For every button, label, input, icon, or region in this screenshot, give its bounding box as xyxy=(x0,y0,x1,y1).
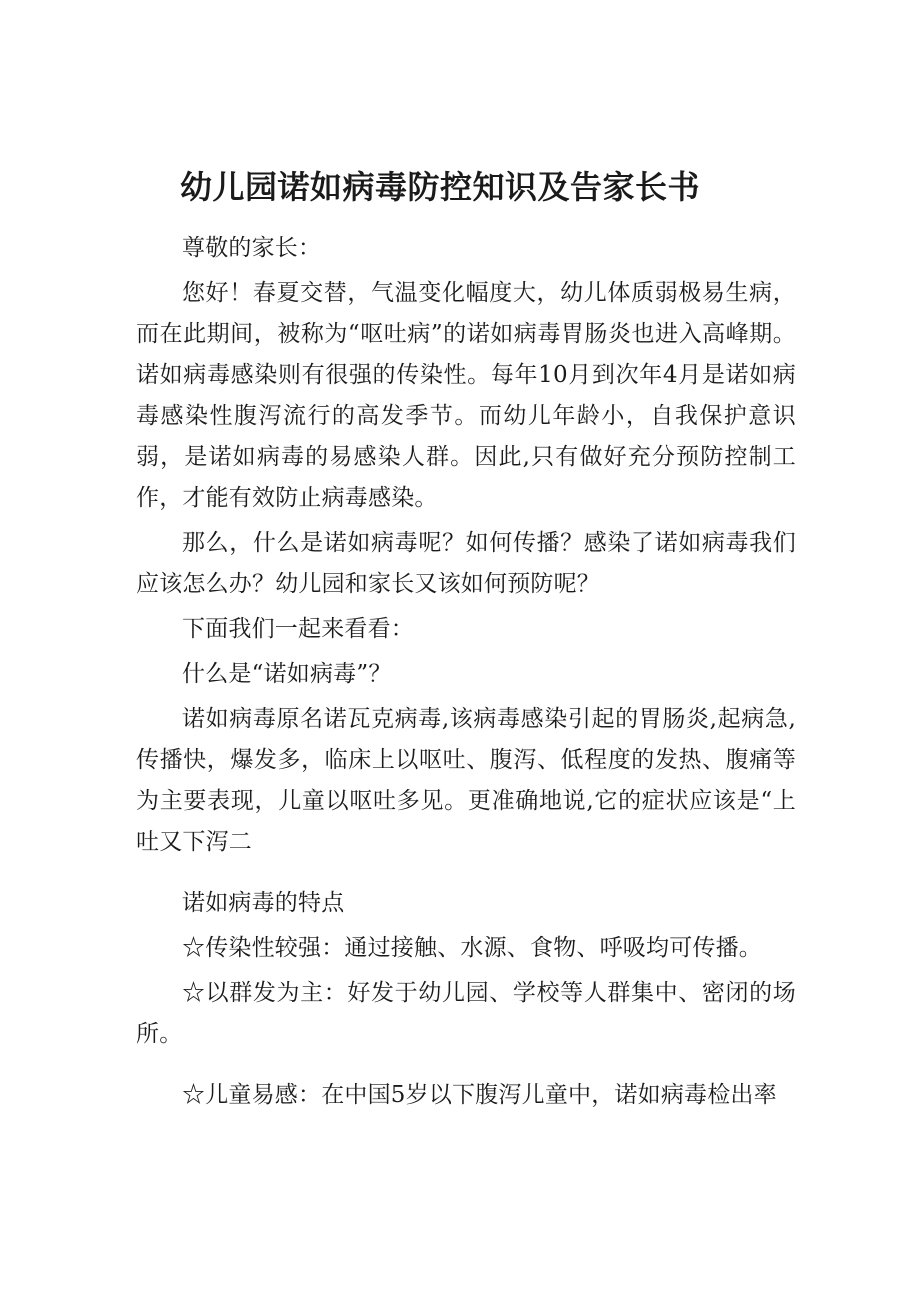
definition-paragraph: 诺如病毒原名诺瓦克病毒,该病毒感染引起的胃肠炎,起病急,传播快，爆发多，临床上以呕吐、腹泻、低程度的发热、腹痛等为主要表现，儿童以呕吐多见。更准确地说,它的症状应该是“上吐又下泻二 xyxy=(136,706,796,855)
intro-paragraph: 您好！春夏交替，气温变化幅度大，幼儿体质弱极易生病，而在此期间，被称为“呕吐病”的诺如病毒胃肠炎也进入高峰期。诺如病毒感染则有很强的传染性。每年10月到次年4月是诺如病毒感染性腹泻流行的高发季节。而幼儿年龄小，自我保护意识弱，是诺如病毒的易感染人群。因此,只有做好充分预防控制工作，才能有效防止病毒感染。 xyxy=(136,280,796,511)
greeting-paragraph: 尊敬的家长： xyxy=(182,235,322,261)
document-title: 幼儿园诺如病毒防控知识及告家长书 xyxy=(179,168,700,207)
feature-item-clustered: ☆以群发为主：好发于幼儿园、学校等人群集中、密闭的场所。 xyxy=(136,980,796,1047)
questions-paragraph: 那么，什么是诺如病毒呢？如何传播？感染了诺如病毒我们应该怎么办？幼儿园和家长又该如何预防呢？ xyxy=(136,530,796,597)
lead-in-paragraph: 下面我们一起来看看： xyxy=(182,616,414,642)
section-heading-what-is: 什么是“诺如病毒”？ xyxy=(182,661,392,687)
document-body xyxy=(136,228,796,1120)
section-heading-features: 诺如病毒的特点 xyxy=(182,890,345,916)
feature-item-contagious: ☆传染性较强：通过接触、水源、食物、呼吸均可传播。 xyxy=(182,935,762,961)
feature-item-children: ☆儿童易感：在中国5岁以下腹泻儿童中，诺如病毒检出率 xyxy=(182,1082,777,1108)
